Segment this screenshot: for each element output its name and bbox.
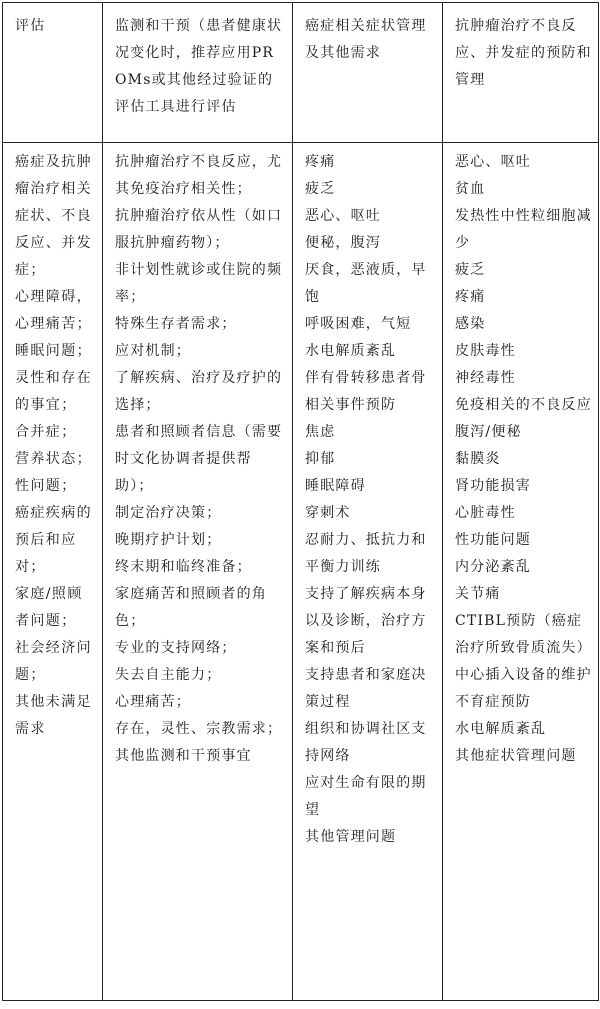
list-item: 心理痛苦； [115,694,191,710]
list-item: 癌症疾病的预后和应对； [15,505,92,575]
list-item: 其他监测和干预事宜 [115,748,252,764]
list-item: 感染 [455,316,486,332]
list-item: 特殊生存者需求； [115,316,237,332]
header-cell-monitoring: 监测和干预（患者健康状况变化时，推荐应用PROMs或其他经过验证的评估工具进行评估 [103,3,293,143]
list-item: 组织和协调社区支持网络 [305,721,427,764]
list-item: 支持患者和家庭决策过程 [305,667,427,710]
list-item: 厌食，恶液质，早饱 [305,262,427,305]
list-item: 神经毒性 [455,370,516,386]
list-item: 制定治疗决策； [115,505,222,521]
care-table [2,2,599,1001]
list-item: 心理障碍，心理痛苦； [15,289,92,332]
list-item: 贫血 [455,181,486,197]
list-item: 穿刺术 [305,505,351,521]
list-item: 非计划性就诊或住院的频率； [115,262,283,305]
list-item: 伴有骨转移患者骨相关事件预防 [305,370,427,413]
list-item: 水电解质紊乱 [455,721,547,737]
list-item: 应对机制； [115,343,191,359]
list-item: 疲乏 [455,262,486,278]
list-item: 癌症及抗肿瘤治疗相关症状、不良反应、并发症； [15,154,92,278]
list-item: 免疫相关的不良反应 [455,397,592,413]
list-item: 焦虑 [305,424,336,440]
list-item: 疼痛 [305,154,336,170]
list-item: 皮肤毒性 [455,343,516,359]
list-item: 抗肿瘤治疗依从性（如口服抗肿瘤药物）； [115,208,283,251]
list-item: 腹泻/便秘 [455,424,522,440]
list-item: 呼吸困难，气短 [305,316,412,332]
list-item: 黏膜炎 [455,451,501,467]
header-cell-assessment: 评估 [3,3,103,143]
list-item: 中心插入设备的维护 [455,667,592,683]
list-item: 抑郁 [305,451,336,467]
list-item: 不育症预防 [455,694,531,710]
list-item: 内分泌紊乱 [455,559,531,575]
list-item: 性功能问题 [455,532,531,548]
list-item: 心脏毒性 [455,505,516,521]
list-item: 营养状态； [15,451,92,467]
header-cell-adverse-effects: 抗肿瘤治疗不良反应、并发症的预防和管理 [443,3,599,143]
list-item: 家庭/照顾者问题； [15,586,83,629]
list-item: 应对生命有限的期望 [305,775,427,818]
list-item: 水电解质紊乱 [305,343,397,359]
column-adverse-effects [443,143,599,1001]
list-item: 肾功能损害 [455,478,531,494]
list-item: 性问题； [15,478,77,494]
list-item: 便秘，腹泻 [305,235,381,251]
list-item: 疲乏 [305,181,336,197]
list-item: 社会经济问题； [15,640,92,683]
list-item: 晚期疗护计划； [115,532,222,548]
list-item: 睡眠障碍 [305,478,366,494]
list-item: 患者和照顾者信息（需要时文化协调者提供帮助）； [115,424,283,494]
list-item: 失去自主能力； [115,667,222,683]
list-item: 存在，灵性、宗教需求； [115,721,283,737]
list-item: CTIBL预防（癌症治疗所致骨质流失） [455,613,592,656]
body-row [3,143,599,1001]
column-monitoring [103,143,293,1001]
list-item: 忍耐力、抵抗力和平衡力训练 [305,532,427,575]
list-item: 睡眠问题； [15,343,92,359]
list-item: 关节痛 [455,586,501,602]
header-cell-symptom-management: 癌症相关症状管理及其他需求 [293,3,443,143]
list-item: 疼痛 [455,289,486,305]
list-item: 家庭痛苦和照顾者的角色； [115,586,267,629]
column-assessment [3,143,103,1001]
list-item: 了解疾病、治疗及疗护的选择； [115,370,283,413]
list-item: 抗肿瘤治疗不良反应，尤其免疫治疗相关性； [115,154,283,197]
list-item: 终末期和临终准备； [115,559,252,575]
list-item: 专业的支持网络； [115,640,237,656]
list-item: 支持了解疾病本身以及诊断，治疗方案和预后 [305,586,427,656]
column-symptom-management [293,143,443,1001]
list-item: 其他症状管理问题 [455,748,577,764]
header-row [3,3,599,143]
list-item: 其他未满足需求 [15,694,92,737]
list-item: 恶心、呕吐 [305,208,381,224]
list-item: 灵性和存在的事宜； [15,370,92,413]
list-item: 合并症； [15,424,77,440]
list-item: 发热性中性粒细胞减少 [455,208,592,251]
list-item: 恶心、呕吐 [455,154,531,170]
list-item: 其他管理问题 [305,829,397,845]
